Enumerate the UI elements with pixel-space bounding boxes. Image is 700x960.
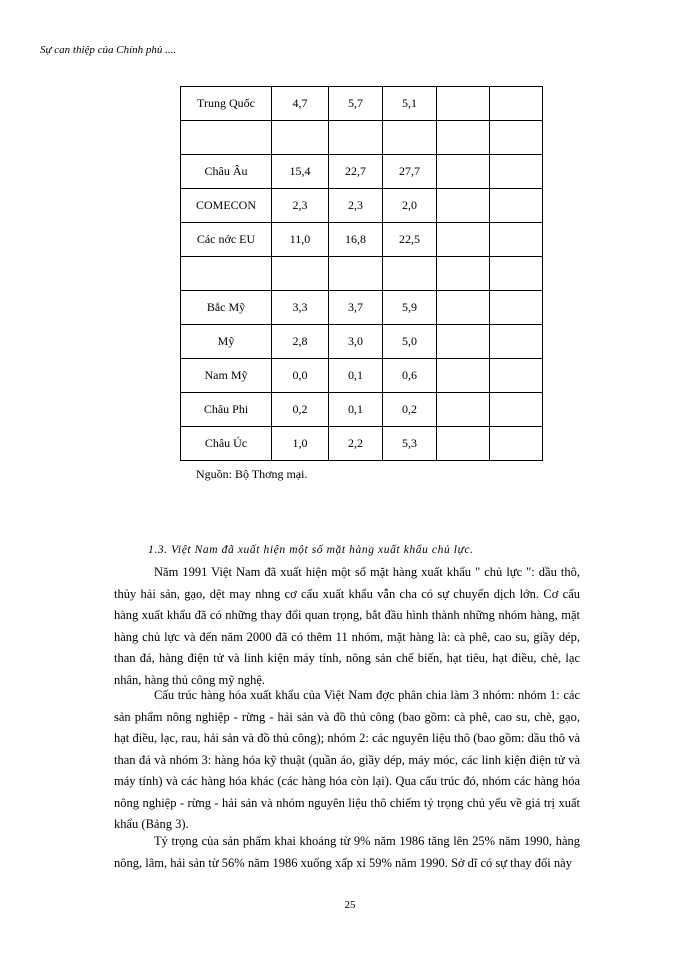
value-cell: 0,1: [329, 359, 383, 393]
region-cell: COMECON: [181, 189, 272, 223]
value-cell: 0,2: [383, 393, 437, 427]
value-cell: 2,0: [383, 189, 437, 223]
table-row: [181, 393, 543, 427]
value-cell: 3,7: [329, 291, 383, 325]
value-cell: 0,2: [272, 393, 329, 427]
value-cell: [329, 257, 383, 291]
empty-cell: [490, 393, 543, 427]
table-row: [181, 87, 543, 121]
empty-cell: [490, 257, 543, 291]
value-cell: 2,3: [272, 189, 329, 223]
table-row: [181, 359, 543, 393]
value-cell: 1,0: [272, 427, 329, 461]
value-cell: 2,2: [329, 427, 383, 461]
value-cell: 5,7: [329, 87, 383, 121]
value-cell: 15,4: [272, 155, 329, 189]
empty-cell: [490, 87, 543, 121]
value-cell: 16,8: [329, 223, 383, 257]
value-cell: 27,7: [383, 155, 437, 189]
value-cell: [329, 121, 383, 155]
empty-cell: [490, 223, 543, 257]
empty-cell: [437, 121, 490, 155]
empty-cell: [490, 291, 543, 325]
region-cell: Nam Mỹ: [181, 359, 272, 393]
table-row: [181, 257, 543, 291]
section-heading: 1.3. Việt Nam đã xuất hiện một số mặt hàng xuất khẩu chủ lực.: [148, 544, 474, 556]
empty-cell: [490, 155, 543, 189]
table-row: [181, 325, 543, 359]
value-cell: [383, 121, 437, 155]
empty-cell: [437, 223, 490, 257]
page-number: 25: [344, 899, 356, 911]
region-cell: Trung Quốc: [181, 87, 272, 121]
empty-cell: [490, 121, 543, 155]
value-cell: 22,7: [329, 155, 383, 189]
region-cell: Bắc Mỹ: [181, 291, 272, 325]
value-cell: 5,9: [383, 291, 437, 325]
value-cell: 0,1: [329, 393, 383, 427]
region-cell: Mỹ: [181, 325, 272, 359]
empty-cell: [437, 291, 490, 325]
region-cell: Châu Phi: [181, 393, 272, 427]
paragraph: Năm 1991 Việt Nam đã xuất hiện một số mặt hàng xuất khẩu " chủ lực ": dầu thô, thủy hải sản, gạo, dệt may nhng cơ cấu xuất khẩu vẫn cha có sự chuyển dịch lớn. Cơ cấu hàng xuất khẩu đã có những thay đổi quan trọng, bắt đầu hình thành những nhóm hàng, mặt hàng chủ lực và đến năm 2000 đã có thêm 11 nhóm, mặt hàng là: cà phê, cao su, giầy dép, than đá, hàng điện tử và linh kiện máy tính, nông sản chế biến, hạt tiêu, hạt điều, chè, lạc nhân, hàng thủ công mỹ nghệ.: [114, 565, 580, 687]
empty-cell: [437, 257, 490, 291]
value-cell: [383, 257, 437, 291]
table-source-note: Nguồn: Bộ Thơng mại.: [196, 467, 308, 481]
empty-cell: [490, 325, 543, 359]
value-cell: 0,0: [272, 359, 329, 393]
value-cell: 4,7: [272, 87, 329, 121]
export-share-table: [180, 86, 543, 461]
empty-cell: [437, 427, 490, 461]
empty-cell: [437, 359, 490, 393]
table-row: [181, 121, 543, 155]
region-cell: Châu Âu: [181, 155, 272, 189]
empty-cell: [490, 427, 543, 461]
table-row: [181, 155, 543, 189]
value-cell: 5,0: [383, 325, 437, 359]
value-cell: 5,3: [383, 427, 437, 461]
running-header: Sự can thiệp của Chính phủ ....: [40, 44, 177, 56]
value-cell: 3,3: [272, 291, 329, 325]
value-cell: [272, 121, 329, 155]
value-cell: 2,3: [329, 189, 383, 223]
region-cell: [181, 121, 272, 155]
empty-cell: [437, 393, 490, 427]
empty-cell: [437, 87, 490, 121]
value-cell: 22,5: [383, 223, 437, 257]
table-row: [181, 189, 543, 223]
value-cell: [272, 257, 329, 291]
empty-cell: [490, 359, 543, 393]
empty-cell: [437, 155, 490, 189]
empty-cell: [437, 189, 490, 223]
region-cell: Các nớc EU: [181, 223, 272, 257]
region-cell: Châu Úc: [181, 427, 272, 461]
paragraph: Tỷ trọng của sản phẩm khai khoáng từ 9% năm 1986 tăng lên 25% năm 1990, hàng nông, lâm, hải sản từ 56% năm 1986 xuống xấp xỉ 59% năm 1990. Sở dĩ có sự thay đổi này: [114, 834, 580, 870]
paragraph: Cấu trúc hàng hóa xuất khẩu của Việt Nam đợc phân chia làm 3 nhóm: nhóm 1: các sản phẩm nông nghiệp - rừng - hải sản và đồ thủ công (bao gồm: cà phê, cao su, chè, gạo, hạt điều, lạc, rau, hải sản và đồ thủ công); nhóm 2: các nguyên liệu thô (bao gồm: dầu thô và than đá và nhóm 3: hàng hóa kỹ thuật (quần áo, giầy dép, máy móc, các linh kiện điện tử và máy tính) và các hàng hóa khác (các hàng hóa còn lại). Qua cấu trúc đó, nhóm các hàng hóa nông nghiệp - rừng - hải sản và nhóm nguyên liệu thô chiếm tỷ trọng chủ yếu về giá trị xuất khẩu (Bảng 3).: [114, 688, 580, 831]
value-cell: 0,6: [383, 359, 437, 393]
value-cell: 3,0: [329, 325, 383, 359]
table-row: [181, 427, 543, 461]
value-cell: 5,1: [383, 87, 437, 121]
value-cell: 2,8: [272, 325, 329, 359]
empty-cell: [490, 189, 543, 223]
table-row: [181, 223, 543, 257]
table-row: [181, 291, 543, 325]
empty-cell: [437, 325, 490, 359]
region-cell: [181, 257, 272, 291]
value-cell: 11,0: [272, 223, 329, 257]
